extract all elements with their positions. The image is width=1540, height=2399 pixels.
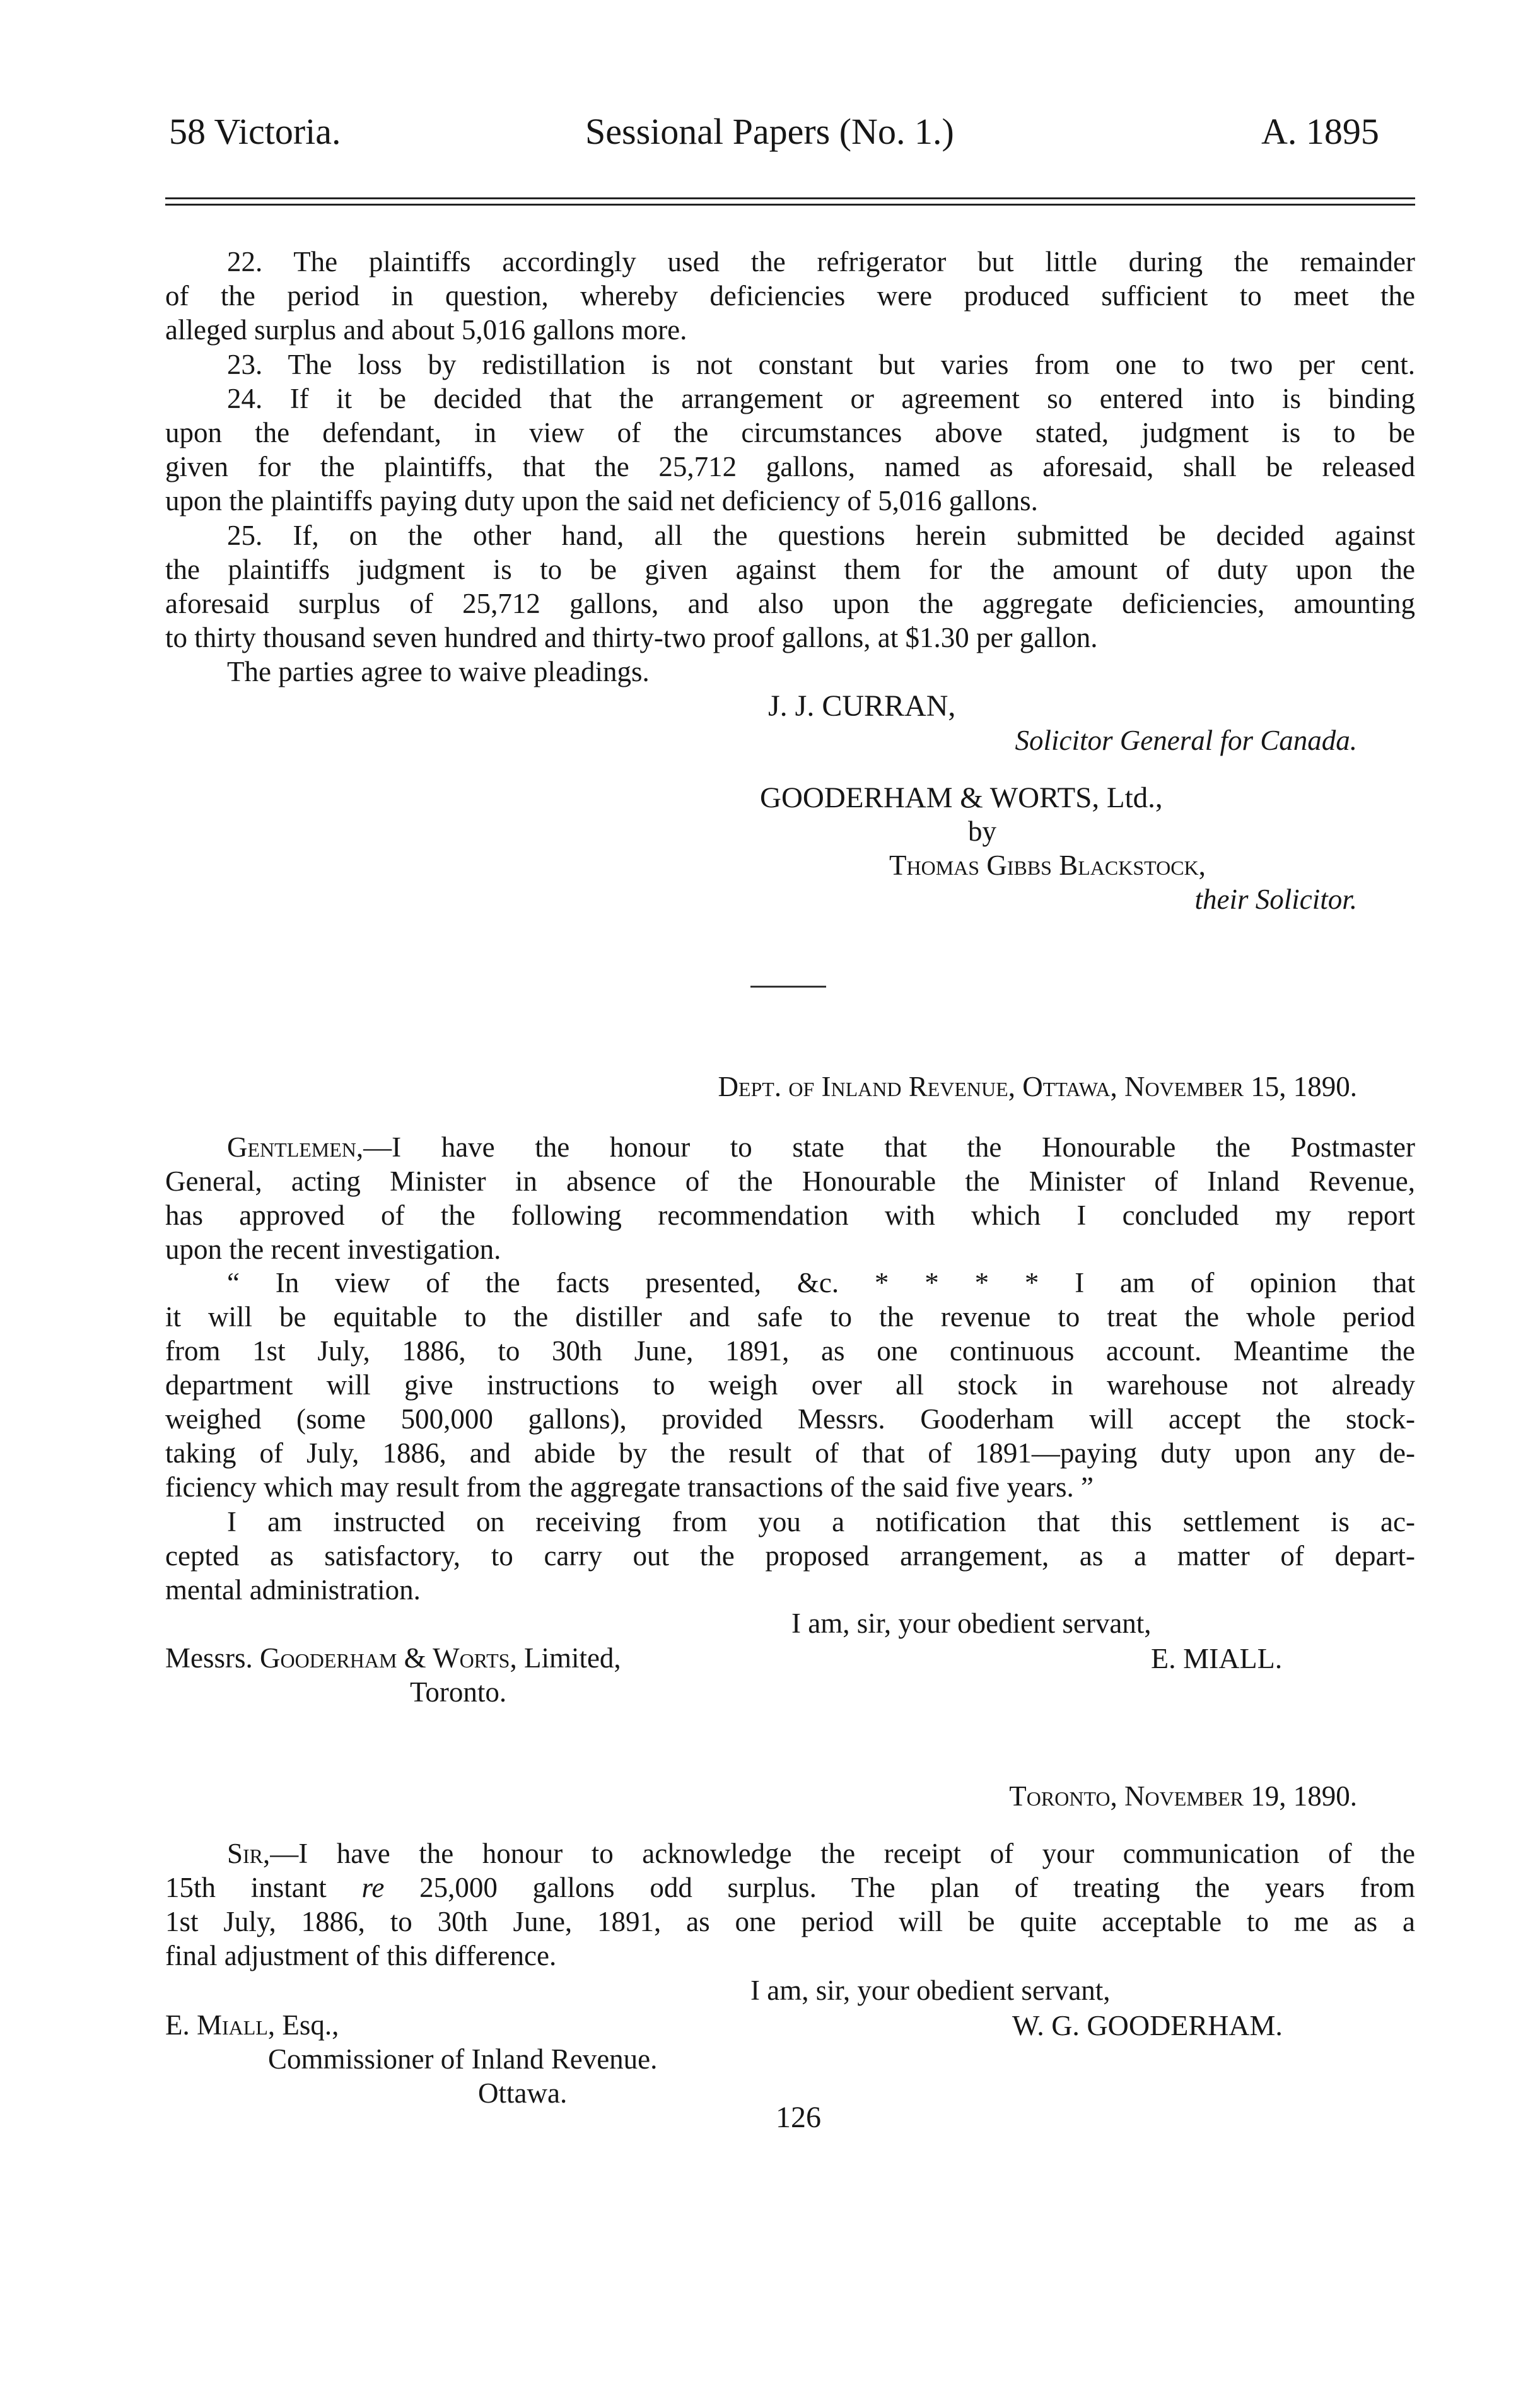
letter1-addressee bbox=[165, 1642, 621, 1674]
letter2-body-text: 15th instant bbox=[165, 1872, 327, 1903]
letter2-body-text: —I have the honour to acknowledge the receipt of your communication of the bbox=[270, 1838, 1415, 1869]
paragraph-22-line: of the period in question, whereby deficiencies were produced sufficient to meet the bbox=[165, 280, 1415, 312]
letter1-salutation: Gentlemen, bbox=[227, 1131, 364, 1163]
paragraph-25-line: to thirty thousand seven hundred and thirty-two proof gallons, at $1.30 per gallon. bbox=[165, 622, 1098, 653]
curran-title: Solicitor General for Canada. bbox=[1015, 725, 1357, 756]
letter1-quote-line: taking of July, 1886, and abide by the result of that of 1891—paying duty upon any de- bbox=[165, 1437, 1415, 1469]
letter1-closing: I am, sir, your obedient servant, bbox=[791, 1608, 1152, 1639]
letter1-body2-line: cepted as satisfactory, to carry out the proposed arrangement, as a matter of depart- bbox=[165, 1540, 1415, 1572]
letter2-salutation: Sir, bbox=[227, 1838, 271, 1869]
letter2-closing: I am, sir, your obedient servant, bbox=[750, 1975, 1111, 2006]
paragraph-24-line: upon the plaintiffs paying duty upon the said net deficiency of 5,016 gallons. bbox=[165, 485, 1038, 517]
letter2-body-line: final adjustment of this difference. bbox=[165, 1940, 557, 1971]
letter2-body-line bbox=[227, 1836, 1415, 1871]
header-rule-bottom bbox=[165, 204, 1415, 206]
solicitor-role: their Solicitor. bbox=[1194, 884, 1357, 915]
header-rule-top bbox=[165, 197, 1415, 199]
letter2-addressee bbox=[165, 2009, 339, 2041]
letter1-quote-line: department will give instructions to weigh over all stock in warehouse not already bbox=[165, 1369, 1415, 1401]
letter1-body2-line: mental administration. bbox=[165, 1574, 421, 1606]
paragraph-22-line: alleged surplus and about 5,016 gallons more. bbox=[165, 314, 687, 346]
addressee-name: Gooderham & Worts, bbox=[260, 1642, 517, 1674]
paragraph-24-line: given for the plaintiffs, that the 25,712 gallons, named as aforesaid, shall be released bbox=[165, 451, 1415, 482]
paragraph-23: 23. The loss by redistillation is not constant but varies from one to two per cent. bbox=[227, 349, 1415, 380]
paragraph-25-line: 25. If, on the other hand, all the questions herein submitted be decided against bbox=[227, 520, 1415, 551]
letter1-quote-line: “ In view of the facts presented, &c. * * * * I am of opinion that bbox=[227, 1267, 1415, 1299]
letter1-body-line: General, acting Minister in absence of the Honourable the Minister of Inland Revenue, bbox=[165, 1165, 1415, 1197]
letter1-body-text: —I have the honour to state that the Honourable the Postmaster bbox=[363, 1131, 1415, 1163]
letter1-dateline: Dept. of Inland Revenue, Ottawa, November 15, 1890. bbox=[718, 1071, 1357, 1102]
header-title: Sessional Papers (No. 1.) bbox=[585, 111, 954, 152]
firm-signature bbox=[760, 781, 1163, 815]
letter2-body-line bbox=[165, 1871, 1415, 1905]
firm-name: GOODERHAM & WORTS, Ltd., bbox=[760, 781, 1163, 814]
letter1-quote-line: from 1st July, 1886, to 30th June, 1891, as one continuous account. Meantime the bbox=[165, 1335, 1415, 1367]
paragraph-25-line: the plaintiffs judgment is to be given against them for the amount of duty upon the bbox=[165, 554, 1415, 585]
letter1-quote-line: it will be equitable to the distiller and safe to the revenue to treat the whole period bbox=[165, 1301, 1415, 1333]
paragraph-25-line: aforesaid surplus of 25,712 gallons, and also upon the aggregate deficiencies, amounting bbox=[165, 588, 1415, 619]
letter2-dateline bbox=[1009, 1780, 1357, 1812]
letter2-re: re bbox=[361, 1872, 385, 1903]
section-divider bbox=[750, 986, 826, 988]
paragraph-24-line: upon the defendant, in view of the circumstances above stated, judgment is to be bbox=[165, 417, 1415, 448]
paragraph-22-line: 22. The plaintiffs accordingly used the refrigerator but little during the remainder bbox=[227, 246, 1415, 277]
letter1-quote-line: weighed (some 500,000 gallons), provided Messrs. Gooderham will accept the stock- bbox=[165, 1403, 1415, 1435]
letter1-signer: E. MIALL. bbox=[1151, 1642, 1283, 1674]
header-year: A. 1895 bbox=[1261, 111, 1379, 152]
letter1-quote-line: ficiency which may result from the aggregate transactions of the said five years. ” bbox=[165, 1471, 1094, 1503]
letter2-signer: W. G. GOODERHAM. bbox=[1012, 2009, 1283, 2041]
letter1-body-line bbox=[227, 1130, 1415, 1164]
page-number: 126 bbox=[776, 2101, 821, 2134]
header-session: 58 Victoria. bbox=[169, 111, 341, 152]
addressee-suffix: Esq., bbox=[282, 2009, 339, 2041]
letter2-dateline-text: Toronto, November 19, 1890. bbox=[1009, 1780, 1357, 1812]
paragraph-24-line: 24. If it be decided that the arrangement or agreement so entered into is binding bbox=[227, 383, 1415, 414]
letter2-body-line: 1st July, 1886, to 30th June, 1891, as one period will be quite acceptable to me as a bbox=[165, 1906, 1415, 1937]
curran-signature: J. J. CURRAN, bbox=[768, 689, 956, 723]
waive-pleadings: The parties agree to waive pleadings. bbox=[227, 656, 650, 687]
addressee-name: E. Miall, bbox=[165, 2009, 276, 2041]
by-label: by bbox=[968, 815, 996, 847]
letter2-addressee-title: Commissioner of Inland Revenue. bbox=[268, 2043, 658, 2075]
addressee-prefix: Messrs. bbox=[165, 1642, 253, 1674]
letter1-body-line: upon the recent investigation. bbox=[165, 1234, 501, 1265]
addressee-suffix: Limited, bbox=[523, 1642, 621, 1674]
letter1-body2-line: I am instructed on receiving from you a notification that this settlement is ac- bbox=[227, 1506, 1415, 1538]
letter2-addressee-city: Ottawa. bbox=[478, 2077, 568, 2109]
letter2-body-text: 25,000 gallons odd surplus. The plan of treating the years from bbox=[419, 1872, 1415, 1903]
letter1-addressee-city: Toronto. bbox=[410, 1676, 507, 1708]
solicitor-name: Thomas Gibbs Blackstock, bbox=[889, 849, 1206, 881]
letter1-body-line: has approved of the following recommendation with which I concluded my report bbox=[165, 1200, 1415, 1231]
